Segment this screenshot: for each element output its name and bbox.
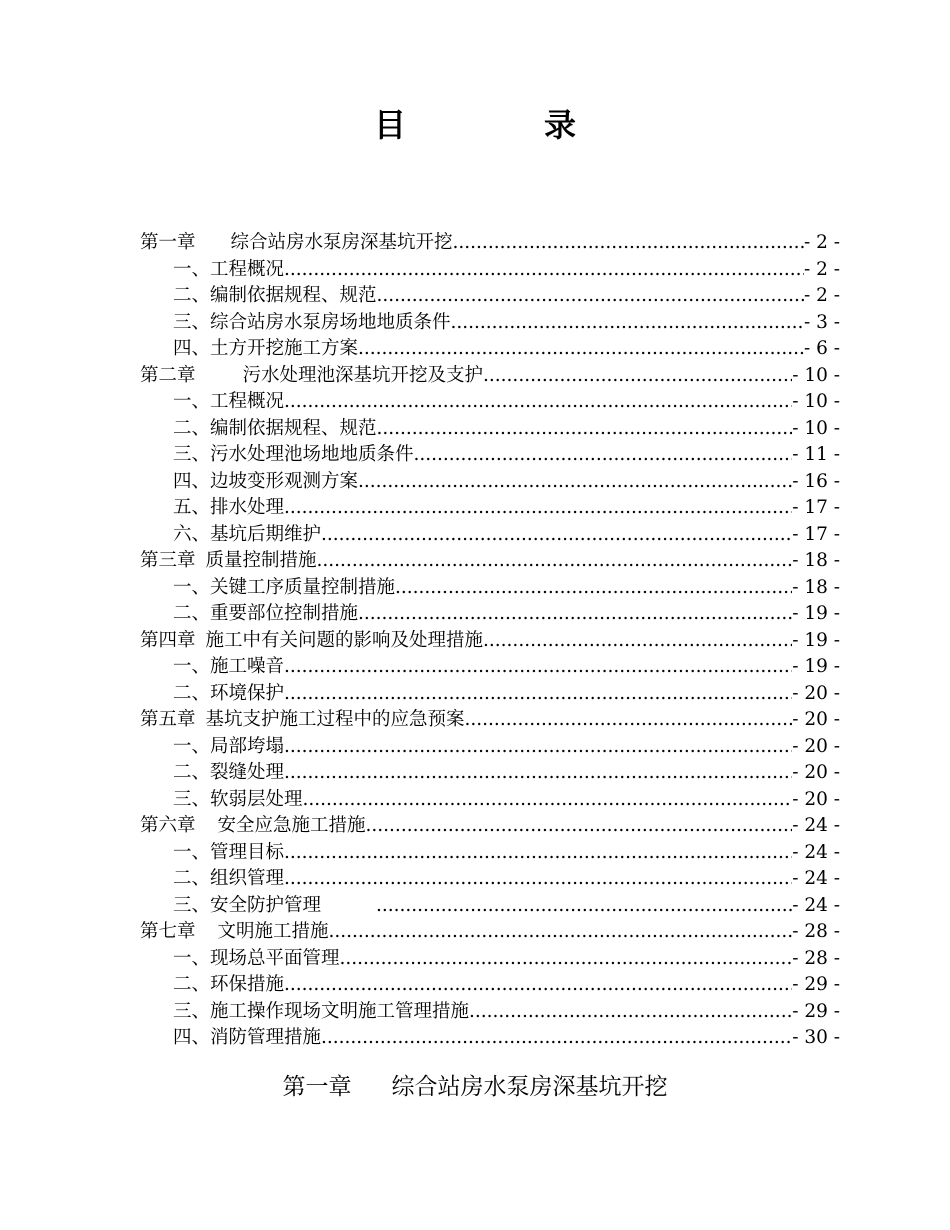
toc-leader-dots [284,259,804,280]
toc-page-number: - 2 - [803,258,840,280]
toc-title-left: 目 [373,106,406,144]
toc-entry-text: 一、关键工序质量控制措施 [173,576,396,598]
toc-entry-text: 二、环保措施 [173,974,285,995]
toc-section-entry[interactable] [140,573,840,600]
toc-chapter-number: 第一章 [140,232,196,253]
toc-leader-dots [321,524,792,545]
toc-page-number: - 29 - [792,974,840,995]
toc-entry-text: 一、管理目标 [173,841,285,863]
toc-title-right: 录 [544,106,577,144]
toc-entry-text: 二、组织管理 [173,868,285,889]
toc-entry-label [173,573,395,599]
toc-entry-label [173,838,284,864]
toc-entry-label [173,1023,321,1049]
toc-entry-text: 一、工程概况 [173,391,285,412]
toc-leader-dots [414,444,793,465]
toc-title [0,100,950,146]
toc-leader-dots [329,921,793,942]
toc-leader-dots [358,603,792,624]
toc-chapter-entry[interactable] [140,228,840,255]
toc-entry-label [140,361,483,387]
toc-section-entry[interactable] [140,891,840,918]
toc-page-number: - 20 - [792,735,840,757]
toc-leader-dots [465,709,793,730]
toc-page-number: - 18 - [792,576,840,598]
toc-page-number: - 30 - [792,1027,840,1048]
toc-entry-text: 三、安全防护管理 [173,894,322,916]
toc-entry-text: 三、施工操作现场文明施工管理措施 [173,1000,470,1022]
toc-chapter-entry[interactable] [140,626,840,653]
toc-chapter-number: 第六章 [140,815,196,836]
toc-entry-text: 一、工程概况 [173,258,285,280]
toc-section-entry[interactable] [140,440,840,467]
toc-entry-text: 基坑支护施工过程中的应急预案 [205,709,465,730]
toc-entry-label [173,785,303,811]
toc-section-entry[interactable] [140,785,840,812]
toc-page-number: - 24 - [792,841,840,863]
toc-entry-label [173,891,376,917]
toc-entry-text: 安全应急施工措施 [217,815,366,836]
toc-entry-text: 二、环境保护 [173,682,285,704]
toc-leader-dots [340,948,793,969]
toc-page-number: - 24 - [792,815,840,836]
toc-entry-text: 施工中有关问题的影响及处理措施 [205,629,484,651]
toc-entry-text: 三、综合站房水泵房场地地质条件 [173,311,451,333]
toc-entry-label [173,944,340,970]
toc-leader-dots [377,418,793,439]
toc-leader-dots [377,285,804,306]
toc-chapter-number: 第四章 [140,629,196,651]
toc-section-entry[interactable] [140,838,840,865]
toc-entry-label [140,811,366,837]
toc-entry-label [173,599,358,625]
chapter-heading [0,1068,950,1101]
toc-section-entry[interactable] [140,414,840,441]
toc-leader-dots [366,815,793,836]
toc-leader-dots [317,550,793,571]
toc-entry-label [173,520,321,546]
toc-leader-dots [284,391,792,412]
toc-leader-dots [284,683,792,704]
toc-page-number: - 28 - [792,921,840,942]
toc-section-entry[interactable] [140,970,840,997]
toc-page-number: - 18 - [792,550,840,571]
toc-page-number: - 6 - [803,338,840,359]
toc-leader-dots [395,577,792,598]
toc-entry-text: 四、土方开挖施工方案 [173,338,359,359]
toc-entry-label [140,917,329,943]
toc-page-number: - 10 - [792,364,840,386]
toc-section-entry[interactable] [140,255,840,282]
toc-page-number: - 10 - [792,417,840,439]
toc-leader-dots [483,365,792,386]
toc-entry-label [173,652,284,678]
toc-entry-label [173,308,451,334]
toc-leader-dots [483,630,792,651]
toc-entry-text: 综合站房水泵房深基坑开挖 [230,232,453,253]
toc-entry-label [140,228,453,254]
toc-entry-label [173,414,377,440]
toc-chapter-number: 第七章 [140,921,196,942]
toc-section-entry[interactable] [140,281,840,308]
toc-entry-label [140,546,317,572]
toc-section-entry[interactable] [140,493,840,520]
toc-chapter-number: 第二章 [140,364,196,386]
toc-entry-label [140,626,483,652]
toc-section-entry[interactable] [140,387,840,414]
toc-section-entry[interactable] [140,334,840,361]
toc-chapter-entry[interactable] [140,917,840,944]
toc-leader-dots [284,497,792,518]
toc-leader-dots [284,656,792,677]
toc-leader-dots [376,895,792,916]
toc-entry-text: 二、裂缝处理 [173,762,285,783]
toc-entry-label [173,467,358,493]
toc-leader-dots [358,338,804,359]
chapter-heading-text: 综合站房水泵房深基坑开挖 [391,1074,668,1100]
toc-entry-label [173,440,414,466]
toc-entry-label [140,705,465,731]
toc-entry-label [173,732,284,758]
toc-chapter-entry[interactable] [140,705,840,732]
toc-entry-label [173,758,284,784]
toc-entry-label [173,387,284,413]
toc-section-entry[interactable] [140,864,840,891]
toc-chapter-entry[interactable] [140,811,840,838]
toc-entry-label [173,255,284,281]
toc-chapter-number: 第五章 [140,709,196,730]
toc-entry-text: 二、编制依据规程、规范 [173,417,377,439]
toc-leader-dots [358,471,792,492]
toc-page-number: - 3 - [803,311,840,333]
toc-entry-text: 一、局部垮塌 [173,735,285,757]
toc-page-number: - 11 - [792,444,840,465]
toc-section-entry[interactable] [140,997,840,1024]
toc-section-entry[interactable] [140,1023,840,1050]
toc-leader-dots [469,1001,792,1022]
toc-page-number: - 29 - [792,1000,840,1022]
toc-entry-text: 五、排水处理 [173,497,285,518]
toc-leader-dots [321,1027,792,1048]
toc-page-number: - 20 - [792,762,840,783]
toc-leader-dots [284,868,792,889]
toc-section-entry[interactable] [140,652,840,679]
toc-entry-text: 质量控制措施 [205,550,317,571]
toc-page-number: - 2 - [803,285,840,306]
toc-leader-dots [284,842,792,863]
toc-page-number: - 19 - [792,656,840,677]
toc-chapter-number: 第三章 [140,550,196,571]
toc-entry-text: 一、现场总平面管理 [173,947,340,969]
toc-page-number: - 16 - [792,470,840,492]
toc-section-entry[interactable] [140,599,840,626]
toc-entry-label [173,997,469,1023]
toc-leader-dots [451,312,804,333]
toc-page-number: - 17 - [792,497,840,518]
toc-page-number: - 19 - [792,603,840,624]
toc-leader-dots [303,789,793,810]
toc-entry-text: 文明施工措施 [217,921,329,942]
toc-leader-dots [284,762,792,783]
toc-entry-text: 三、软弱层处理 [173,788,303,810]
toc-entry-label [173,679,284,705]
toc-section-entry[interactable] [140,944,840,971]
toc-page-number: - 20 - [792,682,840,704]
toc-entry-label [173,864,284,890]
toc-entry-text: 二、重要部位控制措施 [173,603,359,624]
toc-entry-label [173,493,284,519]
toc-chapter-entry[interactable] [140,546,840,573]
toc-entry-text: 一、施工噪音 [173,656,285,677]
toc-page-number: - 24 - [792,894,840,916]
toc-page-number: - 17 - [792,523,840,545]
toc-entry-text: 四、边坡变形观测方案 [173,470,359,492]
toc-section-entry[interactable] [140,732,840,759]
toc-entry-label [173,281,377,307]
toc-section-entry[interactable] [140,520,840,547]
toc-entry-label [173,970,284,996]
table-of-contents [140,228,840,1050]
toc-entry-text: 污水处理池深基坑开挖及支护 [242,364,484,386]
toc-page-number: - 20 - [792,709,840,730]
toc-section-entry[interactable] [140,758,840,785]
toc-leader-dots [453,232,804,253]
toc-entry-text: 二、编制依据规程、规范 [173,285,377,306]
toc-page-number: - 24 - [792,868,840,889]
toc-leader-dots [284,736,792,757]
toc-page-number: - 28 - [792,947,840,969]
toc-entry-text: 三、污水处理池场地地质条件 [173,444,414,465]
toc-section-entry[interactable] [140,679,840,706]
toc-entry-text: 六、基坑后期维护 [173,523,322,545]
toc-page-number: - 19 - [792,629,840,651]
toc-page-number: - 20 - [792,788,840,810]
toc-entry-label [173,334,358,360]
toc-page-number: - 10 - [792,391,840,412]
toc-leader-dots [284,974,792,995]
toc-section-entry[interactable] [140,308,840,335]
toc-entry-text: 四、消防管理措施 [173,1027,322,1048]
toc-page-number: - 2 - [803,232,840,253]
toc-chapter-entry[interactable] [140,361,840,388]
chapter-heading-number: 第一章 [282,1074,352,1100]
toc-section-entry[interactable] [140,467,840,494]
